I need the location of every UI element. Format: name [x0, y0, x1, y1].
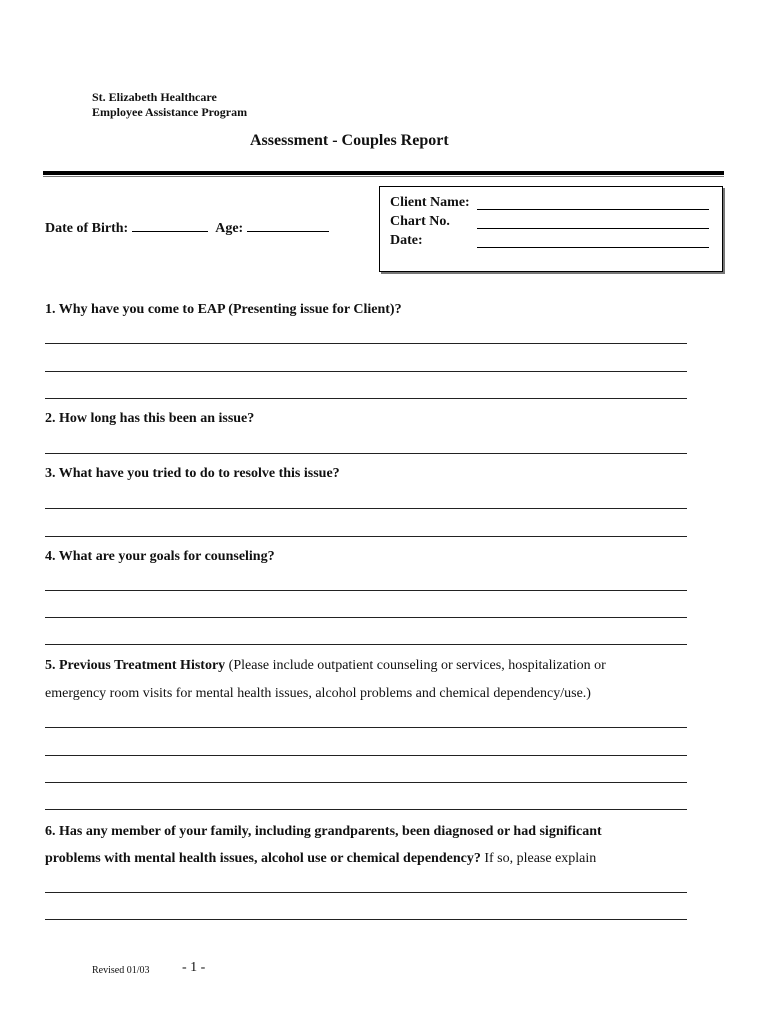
answer-line-q1-2[interactable]: [45, 371, 687, 372]
org-name: St. Elizabeth Healthcare: [92, 90, 217, 104]
answer-line-q1-1[interactable]: [45, 343, 687, 344]
answer-line-q3-1[interactable]: [45, 508, 687, 509]
question-6: 6. Has any member of your family, including grandparents, been diagnosed or had significant: [45, 824, 602, 839]
answer-line-q4-2[interactable]: [45, 617, 687, 618]
age-field[interactable]: [247, 219, 329, 232]
question-1: 1. Why have you come to EAP (Presenting issue for Client)?: [45, 302, 402, 317]
chart-no-label: Chart No.: [390, 214, 450, 229]
question-5-continued: [45, 686, 591, 702]
question-6-continued: [45, 851, 596, 867]
dob-label: Date of Birth:: [45, 221, 129, 236]
client-name-label: Client Name:: [390, 195, 470, 210]
answer-line-q6-1[interactable]: [45, 892, 687, 893]
answer-line-q4-3[interactable]: [45, 644, 687, 645]
dob-field[interactable]: [132, 219, 208, 232]
question-6-text-line2: problems with mental health issues, alcohol use or chemical dependency?: [45, 851, 481, 866]
header-divider: [43, 171, 724, 175]
client-name-field[interactable]: [477, 209, 709, 210]
page-title: Assessment - Couples Report: [250, 132, 449, 149]
answer-line-q3-2[interactable]: [45, 536, 687, 537]
revision-note: Revised 01/03: [92, 965, 150, 976]
answer-line-q5-4[interactable]: [45, 809, 687, 810]
answer-line-q1-3[interactable]: [45, 398, 687, 399]
client-info-box: [379, 186, 723, 272]
header-divider-shadow: [43, 176, 724, 177]
question-5-text: (Please include outpatient counseling or services, hospitalization or: [225, 658, 606, 673]
answer-line-q2-1[interactable]: [45, 453, 687, 454]
answer-line-q6-2[interactable]: [45, 919, 687, 920]
question-5: [45, 658, 606, 674]
question-2: 2. How long has this been an issue?: [45, 411, 255, 426]
question-4: 4. What are your goals for counseling?: [45, 549, 275, 564]
question-6-explain: If so, please explain: [480, 851, 597, 866]
question-3: 3. What have you tried to do to resolve this issue?: [45, 466, 340, 481]
answer-line-q5-1[interactable]: [45, 727, 687, 728]
date-label: Date:: [390, 233, 423, 248]
chart-no-field[interactable]: [477, 228, 709, 229]
question-5-text-line2: emergency room visits for mental health issues, alcohol problems and chemical dependency/use.): [45, 686, 591, 701]
age-label: Age:: [215, 221, 244, 236]
answer-line-q5-3[interactable]: [45, 782, 687, 783]
answer-line-q5-2[interactable]: [45, 755, 687, 756]
date-field[interactable]: [477, 247, 709, 248]
program-name: Employee Assistance Program: [92, 105, 248, 119]
answer-line-q4-1[interactable]: [45, 590, 687, 591]
dob-age-row: [45, 219, 329, 237]
page-number: - 1 -: [182, 960, 206, 975]
question-5-heading: 5. Previous Treatment History: [45, 658, 226, 673]
